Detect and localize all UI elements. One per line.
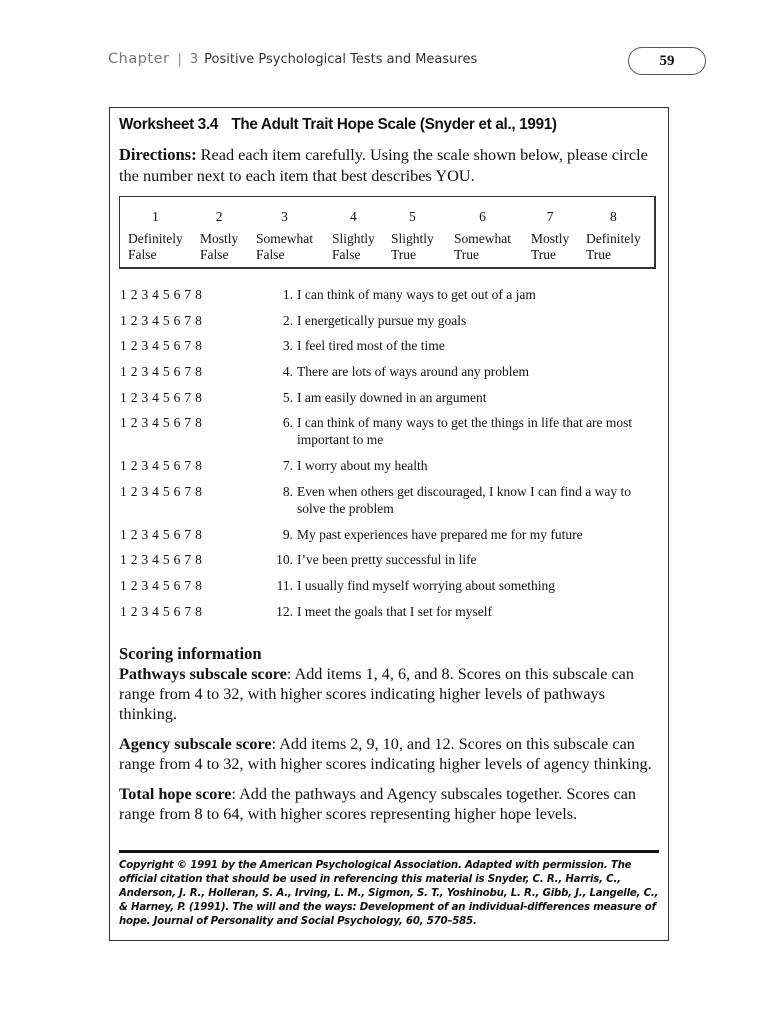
- response-options[interactable]: 1 2 3 4 5 6 7 8: [120, 552, 203, 568]
- scale-label: False: [128, 247, 157, 262]
- item-text: I meet the goals that I set for myself: [297, 603, 492, 619]
- scale-label: Slightly: [332, 231, 375, 246]
- header-separator: |: [177, 52, 182, 67]
- response-options[interactable]: 1 2 3 4 5 6 7 8: [120, 577, 203, 593]
- list-item: [120, 337, 660, 354]
- pathways-label: Pathways subscale score: [119, 665, 287, 683]
- scale-number: 6: [479, 209, 486, 224]
- scale-label: True: [391, 247, 417, 262]
- scoring-heading: Scoring information: [119, 644, 262, 663]
- chapter-label: Chapter: [108, 51, 170, 67]
- item-number: 10.: [276, 552, 293, 568]
- response-options[interactable]: 1 2 3 4 5 6 7 8: [120, 483, 203, 499]
- item-number: 7.: [282, 458, 293, 474]
- directions: [119, 144, 664, 186]
- item-text: I am easily downed in an argument: [297, 389, 487, 405]
- rating-scale: [119, 196, 656, 269]
- response-options[interactable]: 1 2 3 4 5 6 7 8: [120, 603, 203, 619]
- scale-point: [256, 209, 313, 263]
- scale-number: 4: [350, 209, 357, 224]
- list-item: [120, 414, 660, 448]
- scale-point: [454, 209, 511, 263]
- item-number: 2.: [282, 312, 293, 328]
- response-options[interactable]: 1 2 3 4 5 6 7 8: [120, 312, 203, 328]
- item-text: I can think of many ways to get out of a jam: [297, 287, 536, 302]
- response-options[interactable]: 1 2 3 4 5 6 7 8: [120, 364, 203, 380]
- pathways-text: : Add items 1, 4, 6, and 8. Scores on this subscale can range from 4 to 32, with higher scores indicating higher levels of pathways thinking.: [119, 665, 634, 723]
- item-number: 12.: [276, 603, 293, 619]
- agency-label: Agency subscale score: [119, 735, 272, 753]
- total-label: Total hope score: [119, 785, 232, 803]
- scale-point: [332, 209, 375, 263]
- item-number: 1.: [282, 287, 293, 302]
- item-text: I usually find myself worrying about something: [297, 577, 555, 593]
- scale-point: [531, 209, 569, 263]
- scale-number: 5: [409, 209, 416, 224]
- item-text: I energetically pursue my goals: [297, 312, 467, 328]
- list-item: [120, 483, 660, 517]
- scale-point: [586, 209, 641, 263]
- item-text: There are lots of ways around any problem: [297, 364, 530, 380]
- list-item: [120, 312, 660, 329]
- scale-label: Definitely: [586, 231, 641, 246]
- item-text: I’ve been pretty successful in life: [297, 552, 477, 568]
- item-list: [120, 286, 660, 628]
- scoring-section: [119, 644, 662, 834]
- chapter-number: 3: [189, 52, 199, 67]
- worksheet-name: The Adult Trait Hope Scale (Snyder et al., 1991): [231, 116, 557, 133]
- scale-label: Somewhat: [454, 231, 511, 246]
- item-number: 5.: [282, 389, 293, 405]
- response-options[interactable]: 1 2 3 4 5 6 7 8: [120, 389, 203, 405]
- worksheet-title: [119, 116, 557, 134]
- scale-label: False: [200, 247, 229, 262]
- scale-point: [391, 209, 434, 263]
- total-text: : Add the pathways and Agency subscales together. Scores can range from 8 to 64, with higher scores representing higher hope levels.: [119, 785, 637, 823]
- worksheet-number: Worksheet 3.4: [119, 116, 219, 133]
- list-item: [120, 286, 660, 303]
- scale-label: Slightly: [391, 231, 434, 246]
- response-options[interactable]: 1 2 3 4 5 6 7 8: [120, 458, 203, 474]
- list-item: [120, 603, 660, 620]
- response-options[interactable]: 1 2 3 4 5 6 7 8: [120, 338, 203, 354]
- item-number: 6.: [282, 415, 293, 431]
- worksheet-box: [109, 107, 669, 941]
- page-number: 59: [628, 47, 706, 75]
- scale-label: Somewhat: [256, 231, 313, 246]
- scale-label: False: [332, 247, 361, 262]
- item-text: I feel tired most of the time: [297, 338, 445, 354]
- response-options[interactable]: 1 2 3 4 5 6 7 8: [120, 526, 203, 542]
- item-number: 9.: [282, 526, 293, 542]
- response-options[interactable]: 1 2 3 4 5 6 7 8: [120, 287, 203, 302]
- item-text: I can think of many ways to get the things in life that are most important to me: [297, 415, 633, 448]
- list-item: [120, 577, 660, 594]
- scale-number: 2: [215, 209, 223, 224]
- directions-label: Directions:: [119, 145, 197, 164]
- scale-point: [128, 209, 183, 263]
- scale-number: 3: [281, 209, 288, 224]
- total-scoring: [119, 784, 662, 824]
- scale-point: [200, 209, 238, 263]
- scale-label: Mostly: [531, 231, 570, 246]
- item-number: 8.: [282, 483, 293, 499]
- scale-number: 7: [546, 209, 554, 224]
- copyright-notice: Copyright © 1991 by the American Psychological Association. Adapted with permission. The official citation that should be used in referencing this material is Snyder, C. R., Harris, C., Anderson, J. R., Holleran, S. A., Irving, L. M., Sigmon, S. T., Yoshinobu, L. R., Gibb, J., Langelle, C., & Harney, P. (1991). The will and the ways: Development of an individual-differences measure of hope. Journal of Personality and Social Psychology, 60, 570–585.: [119, 860, 659, 927]
- agency-scoring: [119, 734, 662, 774]
- list-item: [120, 389, 660, 406]
- item-text: My past experiences have prepared me for my future: [297, 526, 583, 542]
- list-item: [120, 363, 660, 380]
- list-item: [120, 457, 660, 474]
- scale-label: True: [531, 247, 557, 262]
- scale-label: False: [256, 247, 285, 262]
- pathways-scoring: [119, 664, 662, 724]
- item-number: 3.: [282, 338, 293, 354]
- response-options[interactable]: 1 2 3 4 5 6 7 8: [120, 415, 203, 431]
- scale-number: 8: [609, 209, 617, 224]
- list-item: [120, 551, 660, 568]
- scale-label: True: [586, 247, 612, 262]
- item-number: 4.: [282, 364, 293, 380]
- scale-label: Definitely: [128, 231, 183, 246]
- item-text: I worry about my health: [297, 458, 428, 474]
- divider: [119, 850, 659, 853]
- item-number: 11.: [276, 577, 293, 593]
- scale-label: Mostly: [200, 231, 239, 246]
- list-item: [120, 526, 660, 543]
- running-header: [108, 51, 477, 67]
- scale-number: 1: [151, 209, 159, 224]
- chapter-title: Positive Psychological Tests and Measures: [204, 52, 478, 67]
- item-text: Even when others get discouraged, I know I can find a way to solve the problem: [297, 483, 632, 516]
- scale-label: True: [454, 247, 480, 262]
- agency-text: : Add items 2, 9, 10, and 12. Scores on this subscale can range from 4 to 32, with higher scores indicating higher levels of agency thinking.: [119, 735, 652, 773]
- directions-text: Read each item carefully. Using the scale shown below, please circle the number next to each item that best describes YOU.: [119, 145, 648, 185]
